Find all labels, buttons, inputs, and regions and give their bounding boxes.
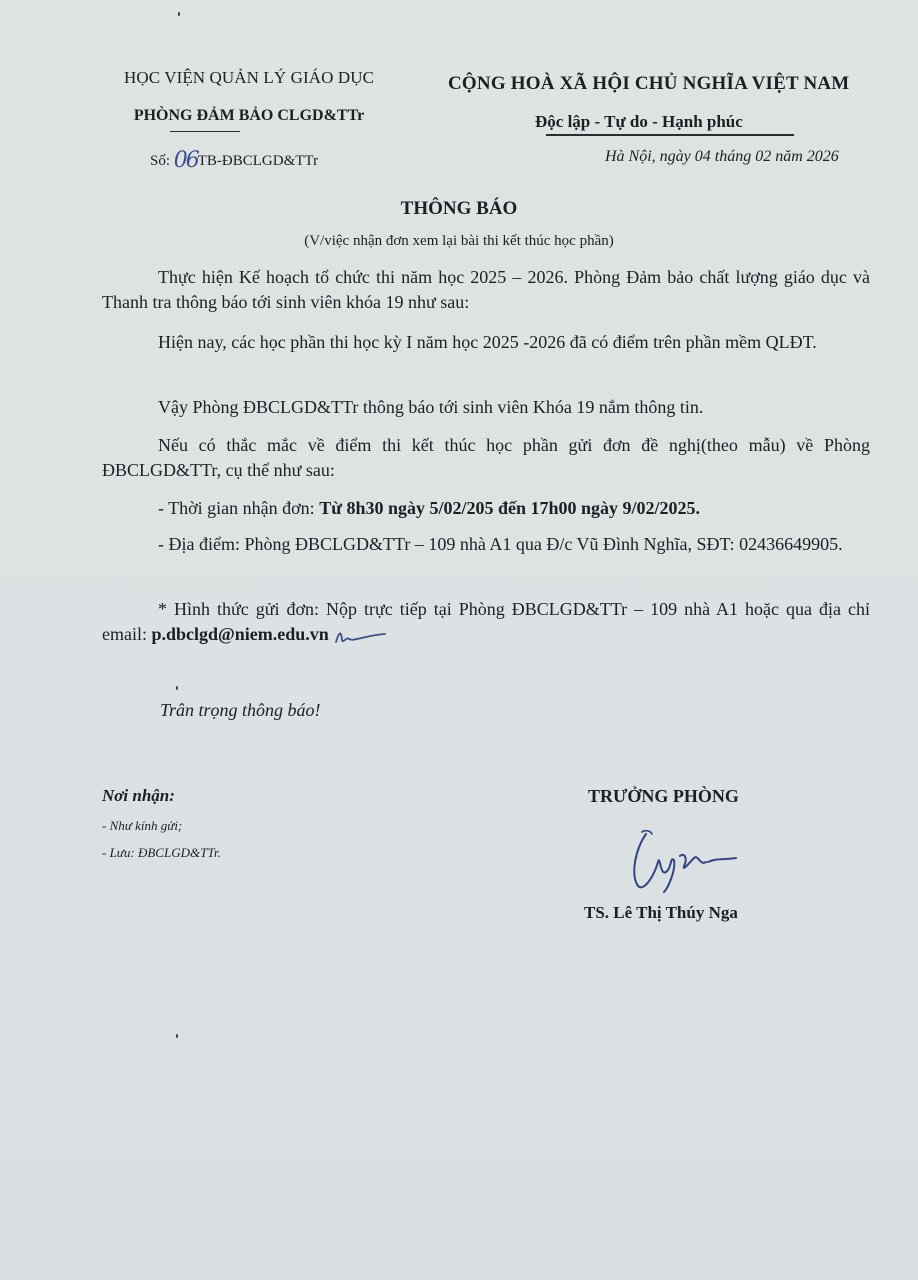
doc-number-handwritten: 06	[173, 148, 198, 173]
doc-number-suffix: TB-ĐBCLGD&TTr	[197, 153, 319, 169]
time-label: - Thời gian nhận đơn:	[158, 498, 320, 518]
paragraph-intro-text: Thực hiện Kế hoạch tổ chức thi năm học 2025 – 2026. Phòng Đảm bảo chất lượng giáo dục và Thanh tra thông báo tới sinh viên khóa 19 như sau:	[102, 267, 870, 312]
time-value: Từ 8h30 ngày 5/02/205 đến 17h00 ngày 9/02/2025.	[319, 498, 701, 518]
paragraph-current-text: Hiện nay, các học phần thi học kỳ I năm học 2025 -2026 đã có điểm trên phần mềm QLĐT.	[158, 332, 817, 352]
doc-number-prefix: Số:	[150, 153, 174, 169]
paragraph-method	[102, 597, 870, 647]
paragraph-intro	[102, 265, 870, 315]
paper-speck	[178, 12, 180, 16]
national-title: CỘNG HOÀ XÃ HỘI CHỦ NGHĨA VIỆT NAM	[448, 73, 850, 94]
handwritten-signature-icon	[624, 826, 774, 896]
initial-mark-icon	[333, 626, 387, 646]
recipient-item: - Lưu: ĐBCLGD&TTr.	[102, 845, 221, 860]
document-number	[150, 146, 318, 171]
paragraph-time	[102, 496, 870, 521]
department-underline	[170, 131, 240, 132]
signer-position: TRƯỞNG PHÒNG	[588, 786, 739, 806]
department-name: PHÒNG ĐẢM BẢO CLGD&TTr	[133, 107, 365, 124]
paragraph-method-text: * Hình thức gửi đơn: Nộp trực tiếp tại Phòng ĐBCLGD&TTr – 109 nhà A1 hoặc qua địa chỉ email:	[102, 599, 870, 644]
motto-underline	[546, 134, 794, 136]
place-date: Hà Nội, ngày 04 tháng 02 năm 2026	[605, 148, 839, 165]
paragraph-request-text: Nếu có thắc mắc về điểm thi kết thúc học phần gửi đơn đề nghị(theo mẫu) về Phòng ĐBCLGD&TTr, cụ thể như sau:	[102, 435, 870, 480]
paragraph-current	[102, 330, 870, 355]
document-title: THÔNG BÁO	[400, 198, 518, 219]
document-subtitle: (V/việc nhận đơn xem lại bài thi kết thúc học phần)	[304, 233, 614, 249]
recipient-item: - Như kính gửi;	[102, 818, 183, 833]
email-address: p.dbclgd@niem.edu.vn	[151, 624, 329, 644]
paragraph-request	[102, 433, 870, 483]
paragraph-notice-text: Vậy Phòng ĐBCLGD&TTr thông báo tới sinh viên Khóa 19 nắm thông tin.	[158, 397, 704, 417]
paper-speck	[176, 1034, 178, 1038]
paragraph-location-text: - Địa điểm: Phòng ĐBCLGD&TTr – 109 nhà A1 qua Đ/c Vũ Đình Nghĩa, SĐT: 02436649905.	[158, 534, 843, 554]
paper-speck	[176, 686, 178, 690]
signer-name: TS. Lê Thị Thúy Nga	[584, 903, 738, 922]
organization-name: HỌC VIỆN QUẢN LÝ GIÁO DỤC	[123, 68, 375, 87]
recipients-heading: Nơi nhận:	[102, 786, 175, 805]
closing-remark: Trân trọng thông báo!	[160, 700, 321, 720]
paragraph-location	[102, 532, 870, 557]
national-motto: Độc lập - Tự do - Hạnh phúc	[535, 112, 743, 131]
paragraph-notice	[102, 395, 870, 420]
